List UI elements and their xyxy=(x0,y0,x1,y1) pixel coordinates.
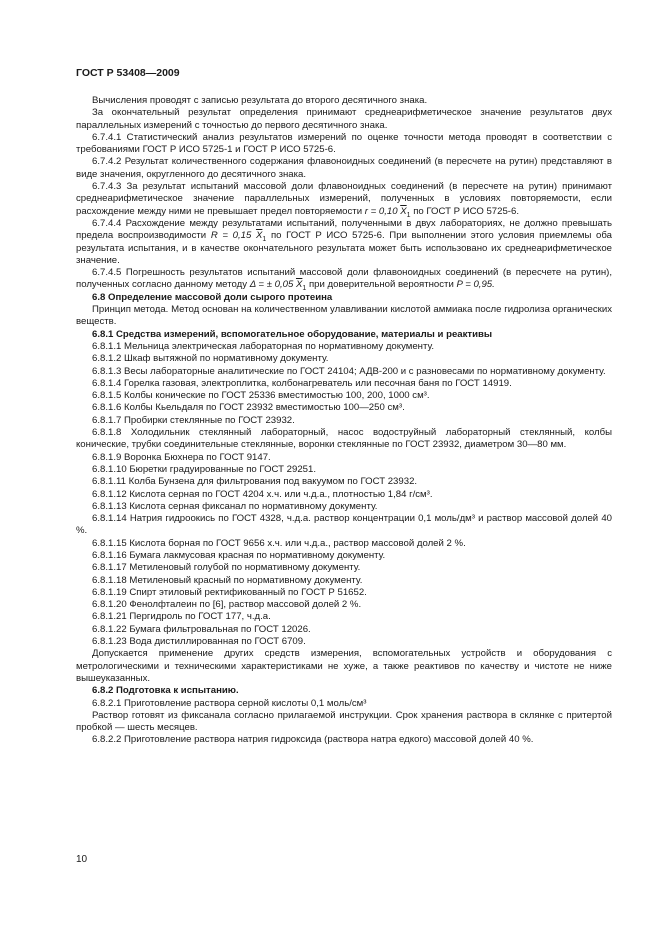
subsection-heading: 6.8.2 Подготовка к испытанию. xyxy=(92,685,239,697)
paragraph-text: 6.7.4.3 За результат испытаний массовой доли флавоноидных соединений (в пересчете на рутин) принимают среднеарифметическое значение параллельных измерений, полученных в условиях повторяемости, если расхождение между ними не превышает предел повторяемости xyxy=(76,181,612,217)
list-item: 6.8.1.1 Мельница электрическая лабораторная по нормативному документу. xyxy=(92,340,434,352)
formula-variable: $\overline{X}$ xyxy=(255,230,263,242)
paragraph-text: по ГОСТ Р ИСО 5725-6. xyxy=(413,205,519,217)
list-item: 6.8.1.5 Колбы конические по ГОСТ 25336 вместимостью 100, 200, 1000 см³. xyxy=(92,390,430,402)
paragraph: Допускается применение других средств измерения, вспомогательных устройств и оборудования с метрологическими и техническими характеристиками не хуже, а также реактивов по качеству и чистоте не ниже вышеуказанных. xyxy=(76,648,612,684)
paragraph: 6.7.4.1 Статистический анализ результатов измерений по оценке точности метода проводят в соответствии с требованиями ГОСТ Р ИСО 5725-1 и ГОСТ Р ИСО 5725-6. xyxy=(76,131,612,156)
list-item: 6.8.1.3 Весы лабораторные аналитические по ГОСТ 24104; АДВ-200 и с разновесами по нормативному документу. xyxy=(92,365,606,377)
paragraph: Раствор готовят из фиксанала согласно прилагаемой инструкции. Срок хранения раствора в склянке с притертой пробкой — шесть месяцев. xyxy=(76,709,612,734)
page-number: 10 xyxy=(76,854,88,865)
formula-uncertainty: Δ = ± 0,05 xyxy=(249,279,294,291)
formula-repeatability: r = 0,10 xyxy=(364,205,398,217)
list-item: 6.8.1.9 Воронка Бюхнера по ГОСТ 9147. xyxy=(92,451,271,463)
paragraph-text: по ГОСТ Р ИСО 5725-6. При выполнении этого условия приемлемы оба результата испытания, и в качестве окончательного результата может быть использовано их среднеарифметическое значение. xyxy=(76,230,612,266)
list-item: 6.8.1.12 Кислота серная по ГОСТ 4204 х.ч. или ч.д.а., плотностью 1,84 г/см³. xyxy=(92,488,433,500)
paragraph: 6.7.4.2 Результат количественного содержания флавоноидных соединений (в пересчете на рутин) представляют в виде значения, округленного до десятичного знака. xyxy=(76,156,612,180)
list-item: 6.8.1.17 Метиленовый голубой по нормативному документу. xyxy=(92,562,361,574)
list-item: 6.8.1.20 Фенолфталеин по [6], раствор массовой долей 2 %. xyxy=(92,599,362,611)
paragraph-uncertainty xyxy=(76,267,612,292)
list-item: 6.8.1.6 Колбы Кьельдаля по ГОСТ 23932 вместимостью 100—250 см³. xyxy=(92,402,405,414)
paragraph-text: 6.7.4.5 Погрешность результатов испытаний массовой доли флавоноидных соединений (в пересчете на рутин), полученных согласно данному методу xyxy=(76,267,612,291)
list-item: 6.8.1.16 Бумага лакмусовая красная по нормативному документу. xyxy=(92,549,386,561)
formula-subscript: 1 xyxy=(302,285,307,293)
formula-subscript: 1 xyxy=(406,211,411,219)
subsection-heading: 6.8.1 Средства измерений, вспомогательное оборудование, материалы и реактивы xyxy=(92,328,493,340)
paragraph-repeatability xyxy=(76,181,612,218)
list-item: 6.8.1.13 Кислота серная фиксанал по нормативному документу. xyxy=(92,500,378,512)
list-item: 6.8.1.4 Горелка газовая, электроплитка, колбонагреватель или песочная баня по ГОСТ 14919. xyxy=(92,377,512,389)
formula-variable: $\overline{X}$ xyxy=(400,205,407,217)
formula-variable: $\overline{X}$ xyxy=(295,279,303,291)
list-item: 6.8.2.1 Приготовление раствора серной кислоты 0,1 моль/см³ xyxy=(92,697,367,709)
list-item: 6.8.1.7 Пробирки стеклянные по ГОСТ 23932. xyxy=(92,414,295,426)
list-item: 6.8.1.22 Бумага фильтровальная по ГОСТ 12026. xyxy=(92,623,311,635)
paragraph-reproducibility xyxy=(76,218,612,267)
paragraph: Принцип метода. Метод основан на количественном улавливании кислотой аммиака после гидролиза органических веществ. xyxy=(76,304,612,328)
paragraph-text: 6.7.4.4 Расхождение между результатами испытаний, полученными в двух лабораториях, не должно превышать предела воспроизводимости xyxy=(76,217,612,242)
paragraph-text: при доверительной вероятности xyxy=(308,279,454,291)
list-item: 6.8.1.2 Шкаф вытяжной по нормативному документу. xyxy=(92,353,329,365)
paragraph: Вычисления проводят с записью результата до второго десятичного знака. xyxy=(92,95,428,106)
formula-subscript: 1 xyxy=(262,236,267,244)
list-item: 6.8.1.10 Бюретки градуированные по ГОСТ 29251. xyxy=(92,463,317,475)
paragraph: За окончательный результат определения принимают среднеарифметическое значение результатов двух параллельных измерений с точностью до первого десятичного знака. xyxy=(76,107,612,131)
formula-probability: P = 0,95. xyxy=(456,279,495,291)
list-item: 6.8.1.15 Кислота борная по ГОСТ 9656 х.ч. или ч.д.а., раствор массовой долей 2 %. xyxy=(92,537,466,549)
list-item: 6.8.1.18 Метиленовый красный по нормативному документу. xyxy=(92,574,363,586)
list-item: 6.8.1.14 Натрия гидроокись по ГОСТ 4328, ч.д.а. раствор концентрации 0,1 моль/дм³ и раствор массовой долей 40 %. xyxy=(76,513,612,537)
list-item: 6.8.1.21 Пергидроль по ГОСТ 177, ч.д.а. xyxy=(92,611,271,623)
section-heading: 6.8 Определение массовой доли сырого протеина xyxy=(92,291,333,303)
list-item: 6.8.1.11 Колба Бунзена для фильтрования под вакуумом по ГОСТ 23932. xyxy=(92,476,418,488)
document-body xyxy=(76,95,612,747)
list-item: 6.8.1.8 Холодильник стеклянный лабораторный, насос водоструйный лабораторный стеклянный, колбы конические, трубки соединительные стеклянные, воронки стеклянные по ГОСТ 23932, диаметром 30—80 мм. xyxy=(76,427,612,451)
list-item: 6.8.1.19 Спирт этиловый ректификованный по ГОСТ Р 51652. xyxy=(92,586,367,598)
list-item: 6.8.2.2 Приготовление раствора натрия гидроксида (раствора натра едкого) массовой долей 40 %. xyxy=(92,734,534,746)
formula-reproducibility: R = 0,15 xyxy=(210,230,252,242)
list-item: 6.8.1.23 Вода дистиллированная по ГОСТ 6709. xyxy=(92,636,306,648)
document-code-header: ГОСТ Р 53408—2009 xyxy=(76,67,180,79)
